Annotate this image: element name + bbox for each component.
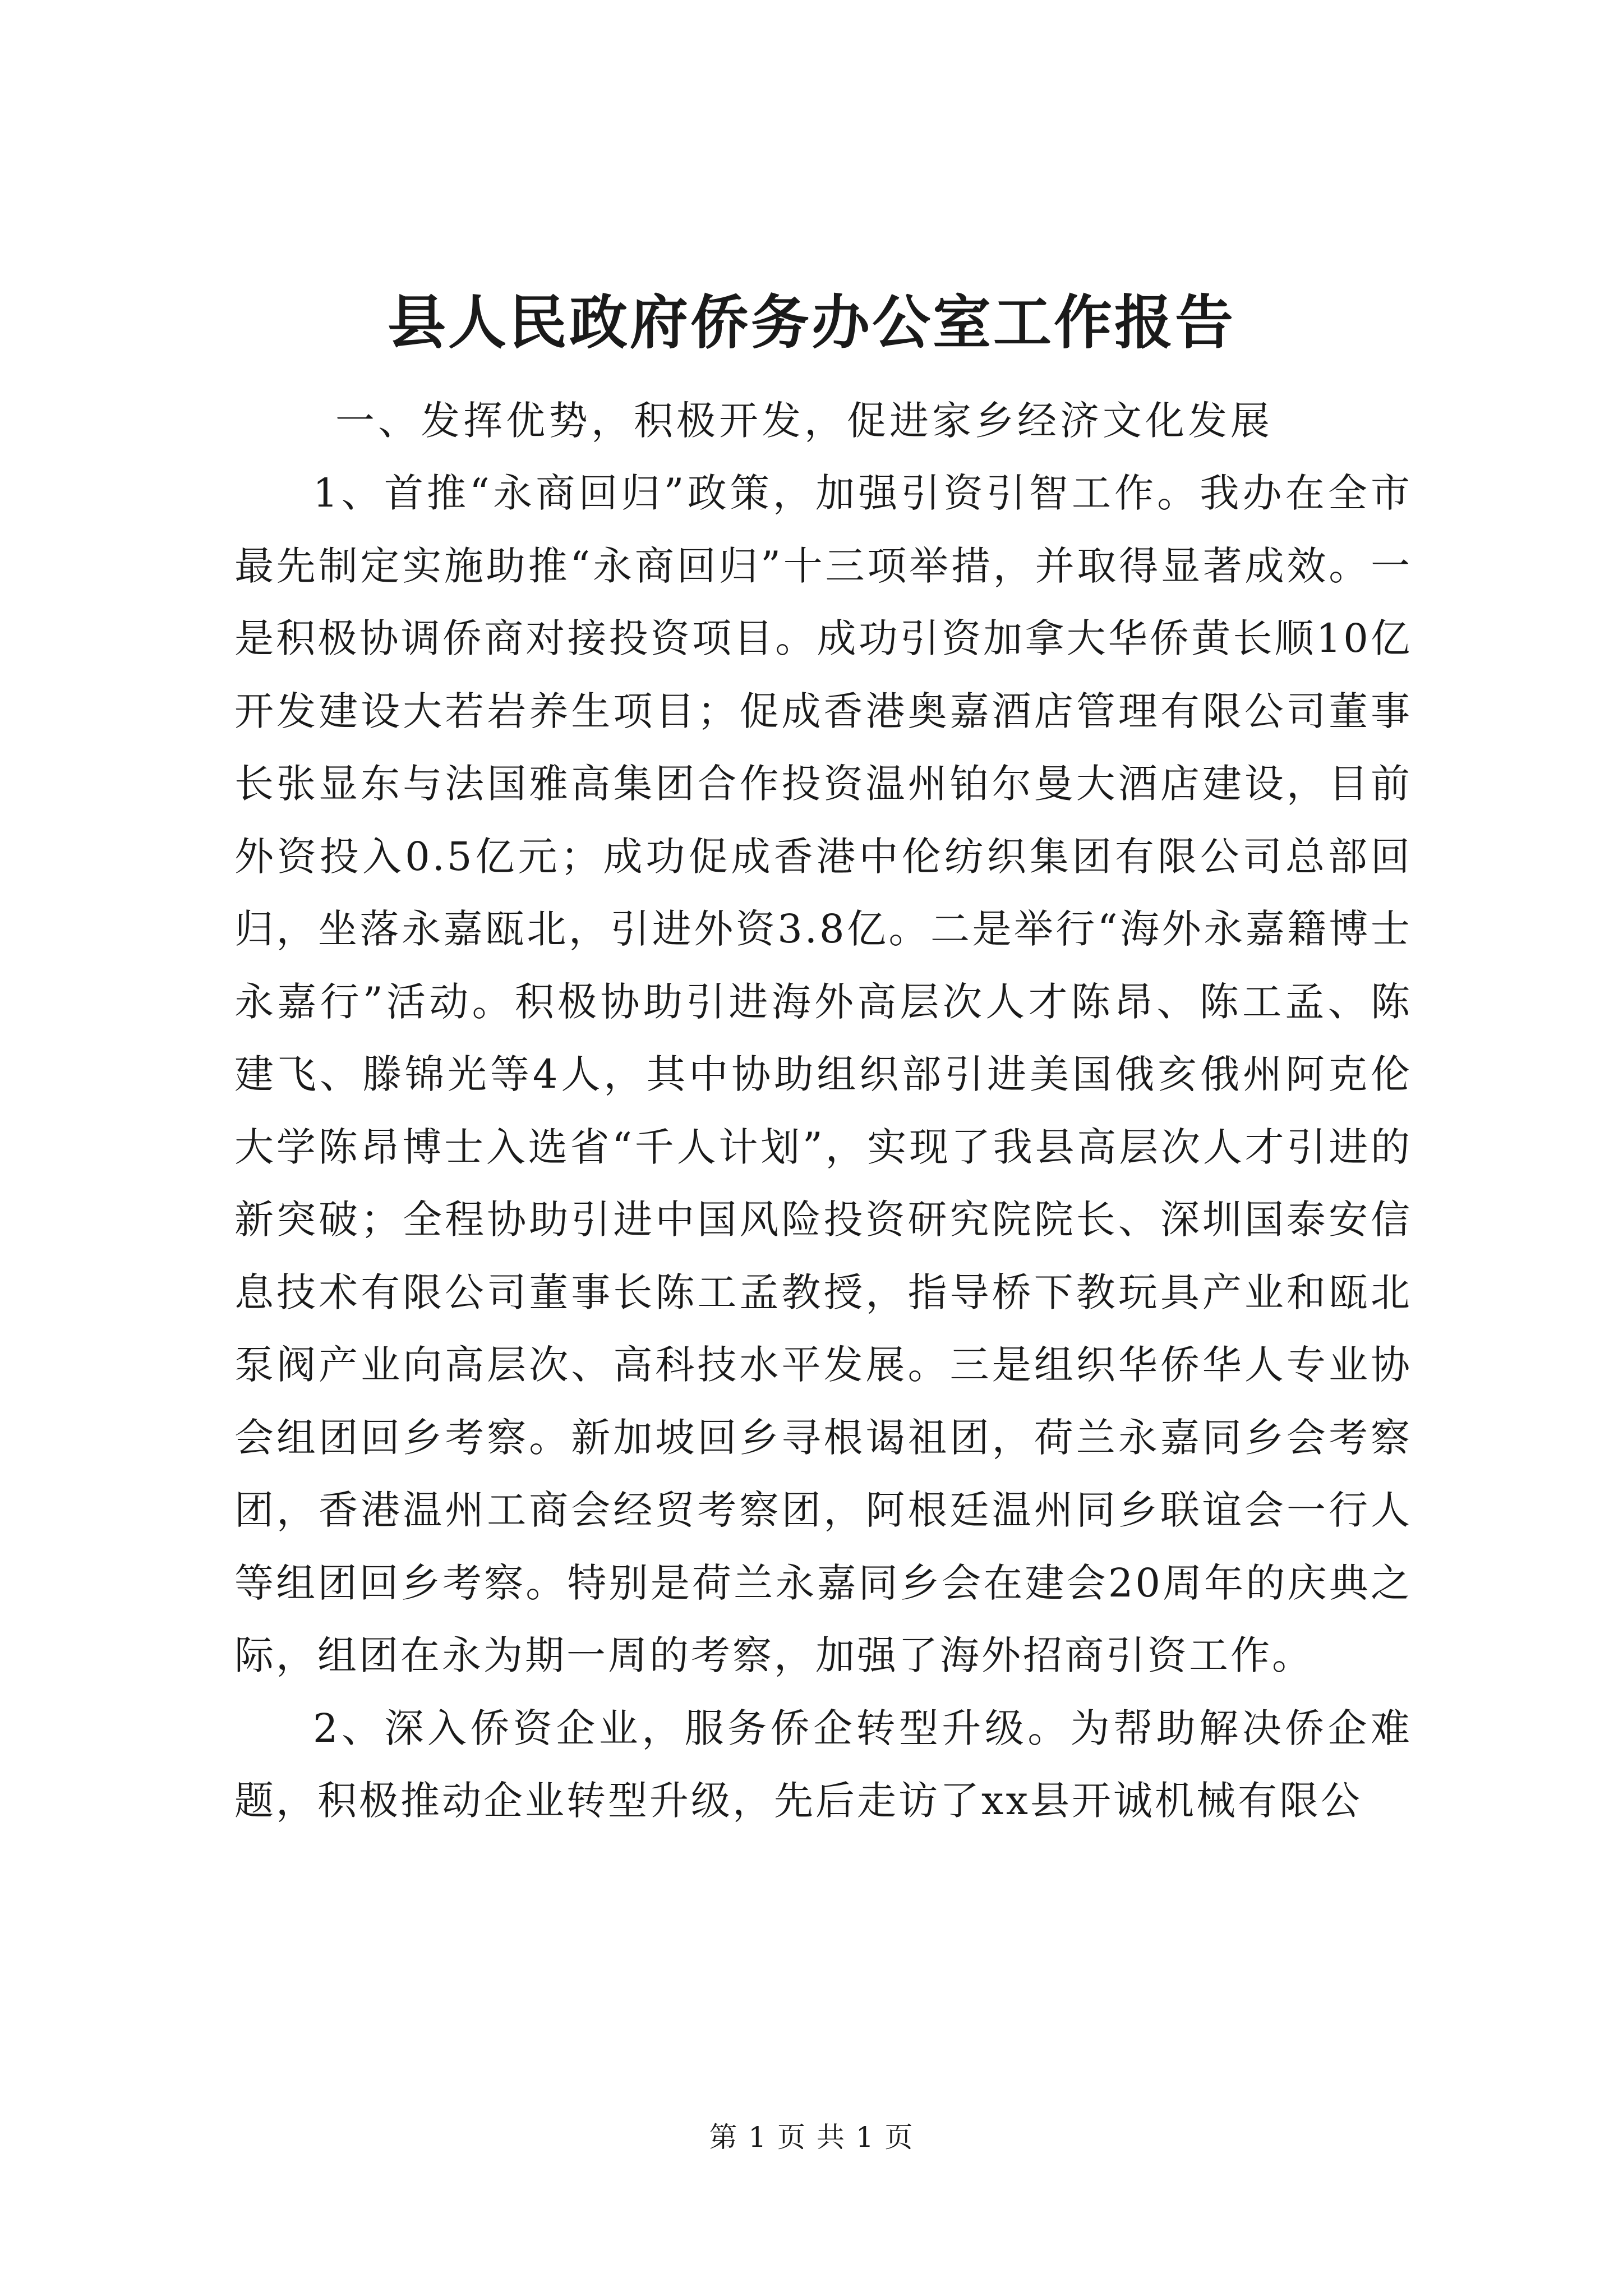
section-heading: 一、发挥优势，积极开发，促进家乡经济文化发展 <box>335 398 1273 444</box>
paragraph: 2、深入侨资企业，服务侨企转型升级。为帮助解决侨企难题，积极推动企业转型升级，先后走访了xx县开诚机械有限公 <box>234 1705 1412 1824</box>
document-body <box>234 384 1412 1838</box>
document-title: 县人民政府侨务办公室工作报告 <box>387 288 1235 357</box>
paragraph: 1、首推“永商回归”政策，加强引资引智工作。我办在全市最先制定实施助推“永商回归”十三项举措，并取得显著成效。一是积极协调侨商对接投资项目。成功引资加拿大华侨黄长顺10亿开发建设大若岩养生项目；促成香港奥嘉酒店管理有限公司董事长张显东与法国雅高集团合作投资温州铂尔曼大酒店建设，目前外资投入0.5亿元；成功促成香港中伦纺织集团有限公司总部回归，坐落永嘉瓯北，引进外资3.8亿。二是举行“海外永嘉籍博士永嘉行”活动。积极协助引进海外高层次人才陈昂、陈工孟、陈建飞、滕锦光等4人，其中协助组织部引进美国俄亥俄州阿克伦大学陈昂博士入选省“千人计划”，实现了我县高层次人才引进的新突破；全程协助引进中国风险投资研究院院长、深圳国泰安信息技术有限公司董事长陈工孟教授，指导桥下教玩具产业和瓯北泵阀产业向高层次、高科技水平发展。三是组织华侨华人专业协会组团回乡考察。新加坡回乡寻根谒祖团，荷兰永嘉同乡会考察团，香港温州工商会经贸考察团，阿根廷温州同乡联谊会一行人等组团回乡考察。特别是荷兰永嘉同乡会在建会20周年的庆典之际，组团在永为期一周的考察，加强了海外招商引资工作。 <box>234 470 1412 1678</box>
page-footer: 第 1 页 共 1 页 <box>709 2121 914 2154</box>
